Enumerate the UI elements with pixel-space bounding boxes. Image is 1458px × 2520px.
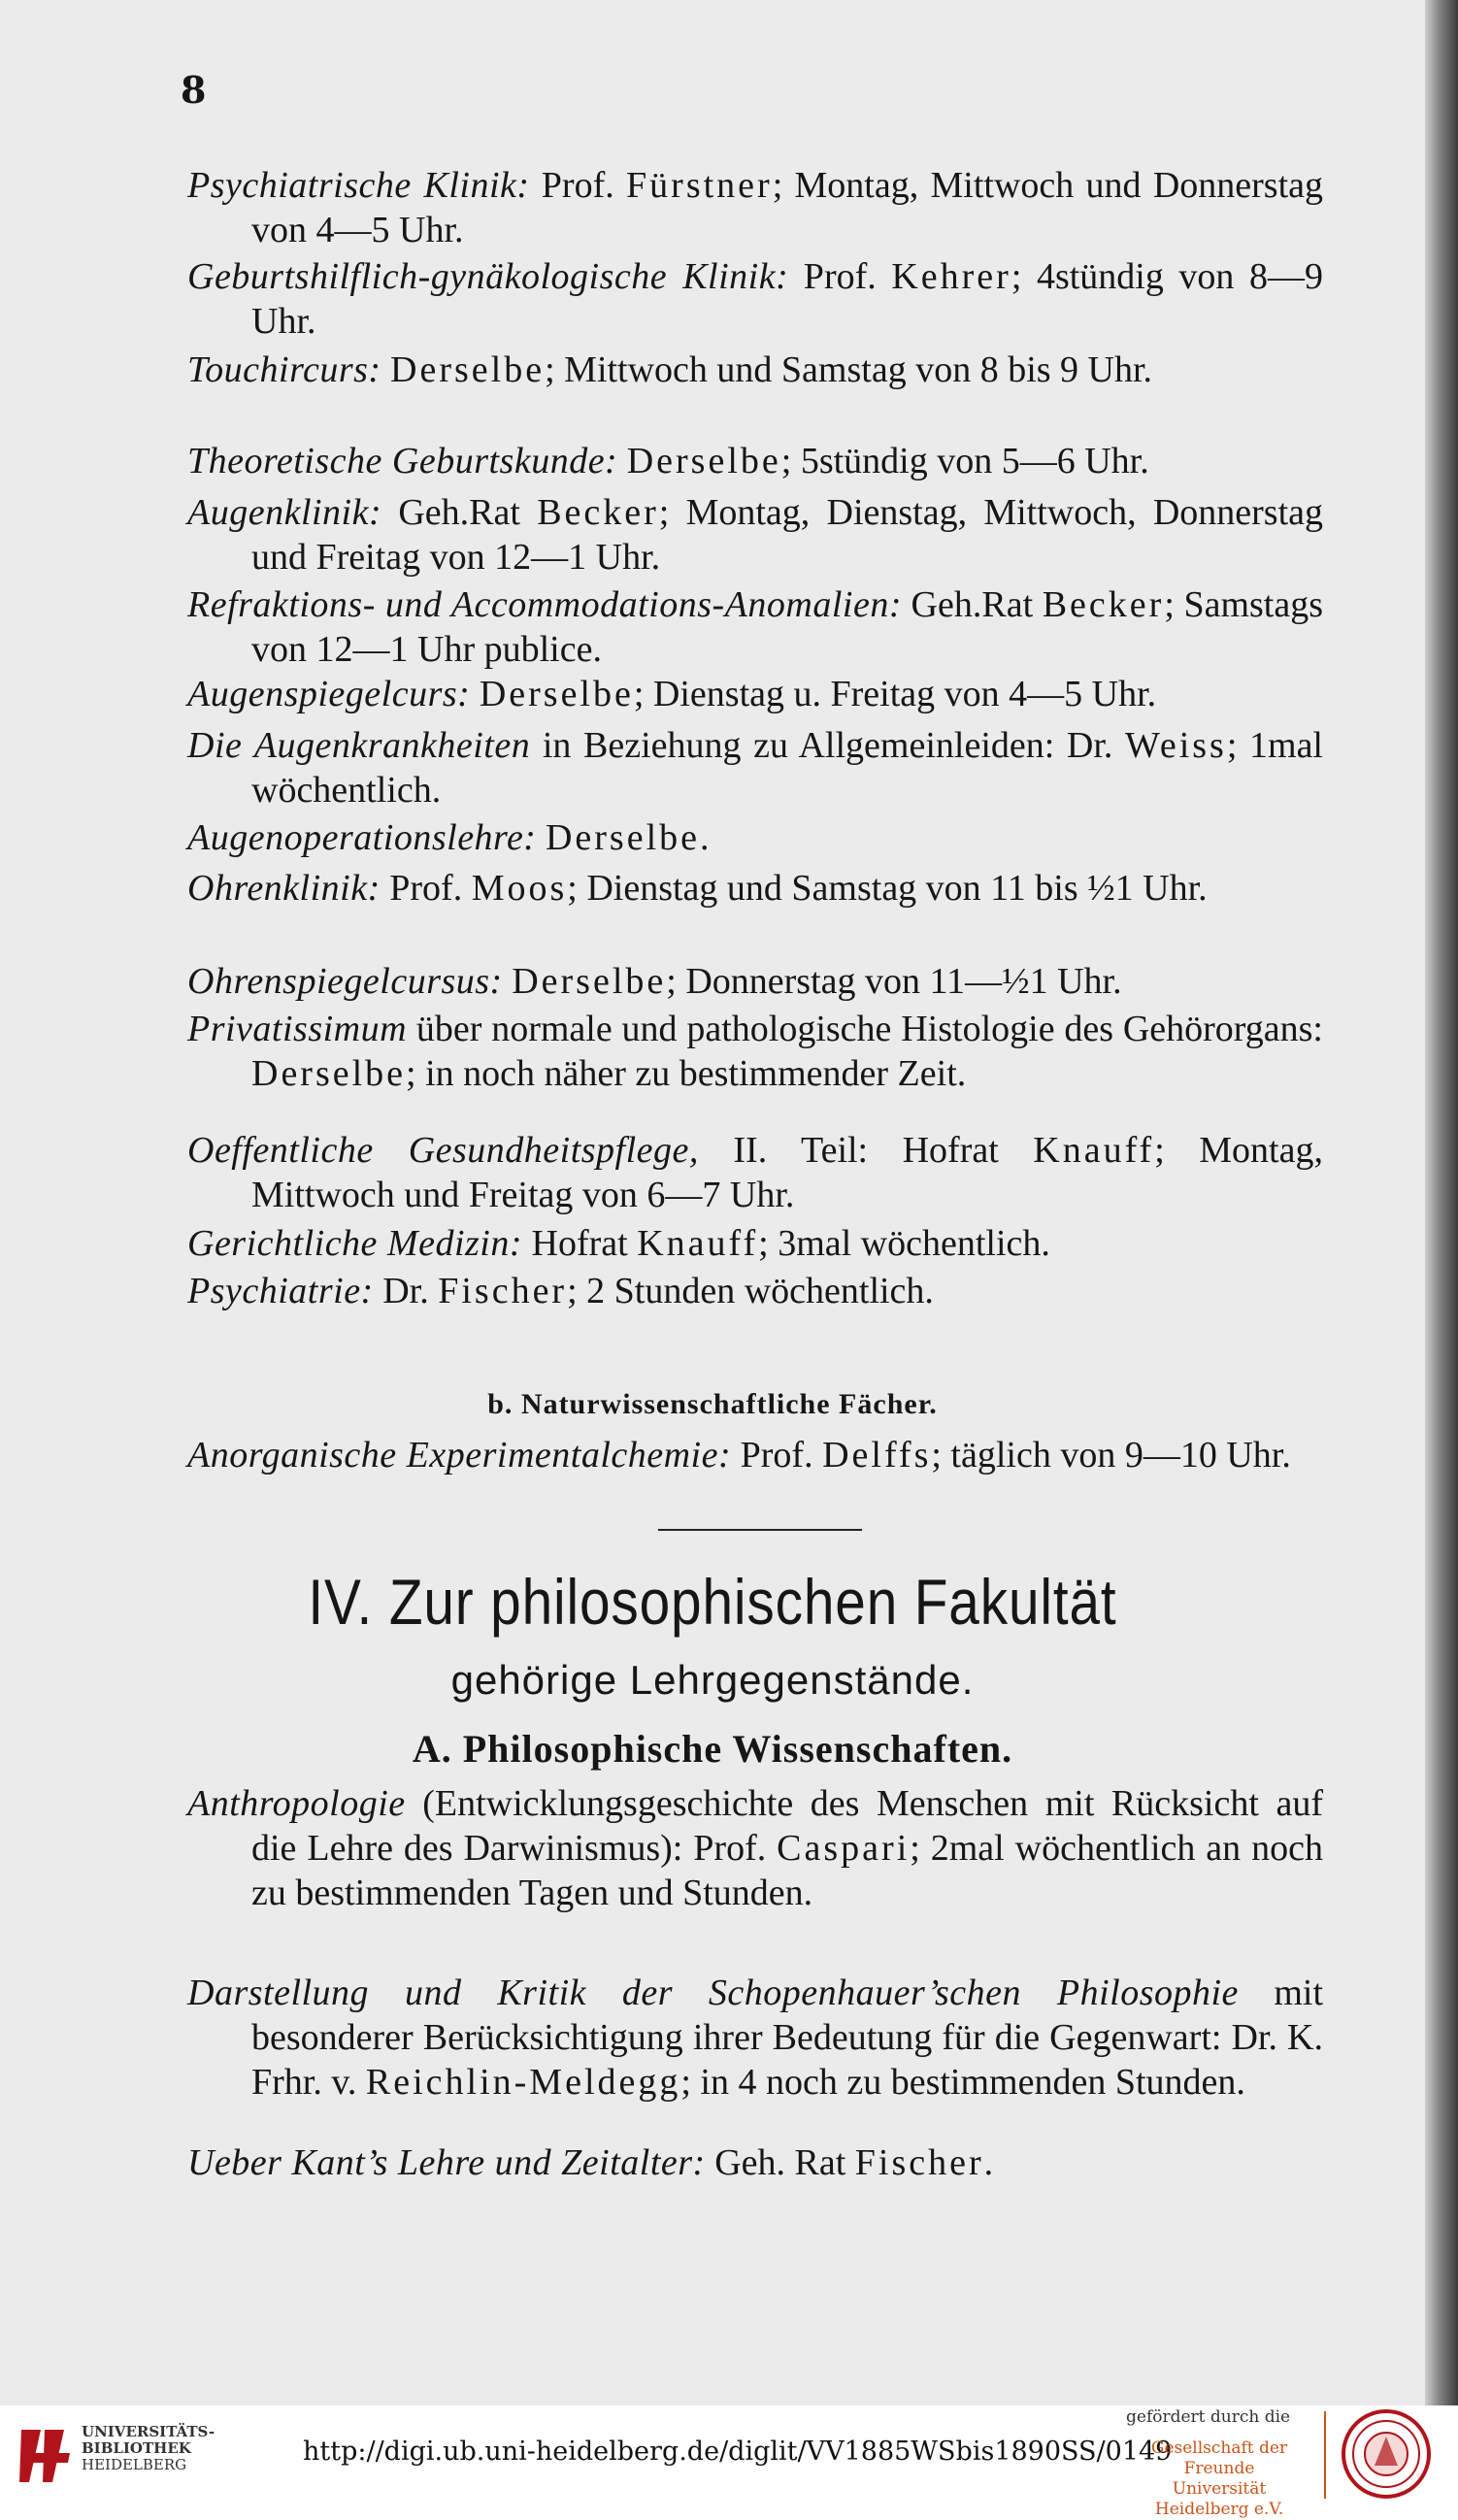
- course-entry: Ueber Kant’s Lehre und Zeitalter: Geh. Rat Fischer.: [187, 2142, 994, 2183]
- entry-anorganische-chemie: Anorganische Experimentalchemie: Prof. Delffs; täglich von 9—10 Uhr.: [187, 1435, 1291, 1476]
- subsection-a-heading: A. Philosophische Wissenschaften.: [412, 1727, 1013, 1771]
- course-entry: Die Augenkrankheiten in Beziehung zu Allgemeinleiden: Dr. Weiss; 1mal wöchentlich.: [187, 725, 1323, 811]
- course-entry: Augenoperationslehre: Derselbe.: [187, 817, 710, 858]
- university-seal-icon: [1340, 2407, 1433, 2501]
- source-url-link[interactable]: http://digi.ub.uni-heidelberg.de/diglit/VV1885WSbis1890SS/0149: [303, 2437, 1173, 2467]
- page-edge-shadow: [1425, 0, 1458, 2405]
- section-heading: IV. Zur philosophischen Fakultät: [308, 1566, 1117, 1638]
- page-number: 8: [181, 68, 207, 112]
- course-entry: Ohrenspiegelcursus: Derselbe; Donnerstag von 11—½1 Uhr.: [187, 961, 1122, 1002]
- section-rule: [658, 1529, 862, 1531]
- subsection-b-heading: b. Naturwissenschaftliche Fächer.: [487, 1388, 938, 1420]
- ub-logo-icon: [16, 2424, 76, 2488]
- course-entry: Privatissimum über normale und pathologische Histologie des Gehörorgans: Derselbe; in noch näher zu bestimmender Zeit.: [187, 1009, 1323, 1094]
- course-entry: Darstellung und Kritik der Schopenhauer’schen Philosophie mit besonderer Berücksichtigung ihrer Bedeutung für die Gegenwart: Dr. K. Frhr. v. Reichlin-Meldegg; in 4 noch zu bestimmenden Stunden.: [187, 1973, 1323, 2103]
- course-entry: Refraktions- und Accommodations-Anomalien: Geh.Rat Becker; Samstags von 12—1 Uhr publice.: [187, 584, 1323, 670]
- course-entry: Theoretische Geburtskunde: Derselbe; 5stündig von 5—6 Uhr.: [187, 441, 1149, 481]
- course-entry: Anthropologie (Entwicklungsgeschichte des Menschen mit Rücksicht auf die Lehre des Darwinismus): Prof. Caspari; 2mal wöchentlich an noch zu bestimmenden Tagen und Stunden.: [187, 1783, 1323, 1913]
- course-entry: Psychiatrische Klinik: Prof. Fürstner; Montag, Mittwoch und Donnerstag von 4—5 Uhr.: [187, 165, 1323, 250]
- society-name: Gesellschaft der Freunde Universität Heidelberg e.V.: [1150, 2438, 1288, 2519]
- course-entry: Geburtshilflich-gynäkologische Klinik: Prof. Kehrer; 4stündig von 8—9 Uhr.: [187, 256, 1323, 342]
- course-entry: Gerichtliche Medizin: Hofrat Knauff; 3mal wöchentlich.: [187, 1223, 1050, 1264]
- course-entry: Ohrenklinik: Prof. Moos; Dienstag und Samstag von 11 bis ½1 Uhr.: [187, 868, 1208, 909]
- course-entry: Augenklinik: Geh.Rat Becker; Montag, Dienstag, Mittwoch, Donnerstag und Freitag von 12—1 Uhr.: [187, 492, 1324, 578]
- funded-by-text: gefördert durch die: [1126, 2407, 1291, 2427]
- footer-divider: [1324, 2411, 1326, 2499]
- course-entry: Oeffentliche Gesundheitspflege, II. Teil: Hofrat Knauff; Montag, Mittwoch und Freitag von 6—7 Uhr.: [187, 1130, 1323, 1215]
- course-entry: Touchircurs: Derselbe; Mittwoch und Samstag von 8 bis 9 Uhr.: [187, 349, 1153, 390]
- course-entry: Augenspiegelcurs: Derselbe; Dienstag u. Freitag von 4—5 Uhr.: [187, 674, 1157, 714]
- section-subheading: gehörige Lehrgegenstände.: [450, 1657, 975, 1703]
- course-entry: Psychiatrie: Dr. Fischer; 2 Stunden wöchentlich.: [187, 1271, 934, 1311]
- library-name: UNIVERSITÄTS- BIBLIOTHEK HEIDELBERG: [82, 2423, 215, 2473]
